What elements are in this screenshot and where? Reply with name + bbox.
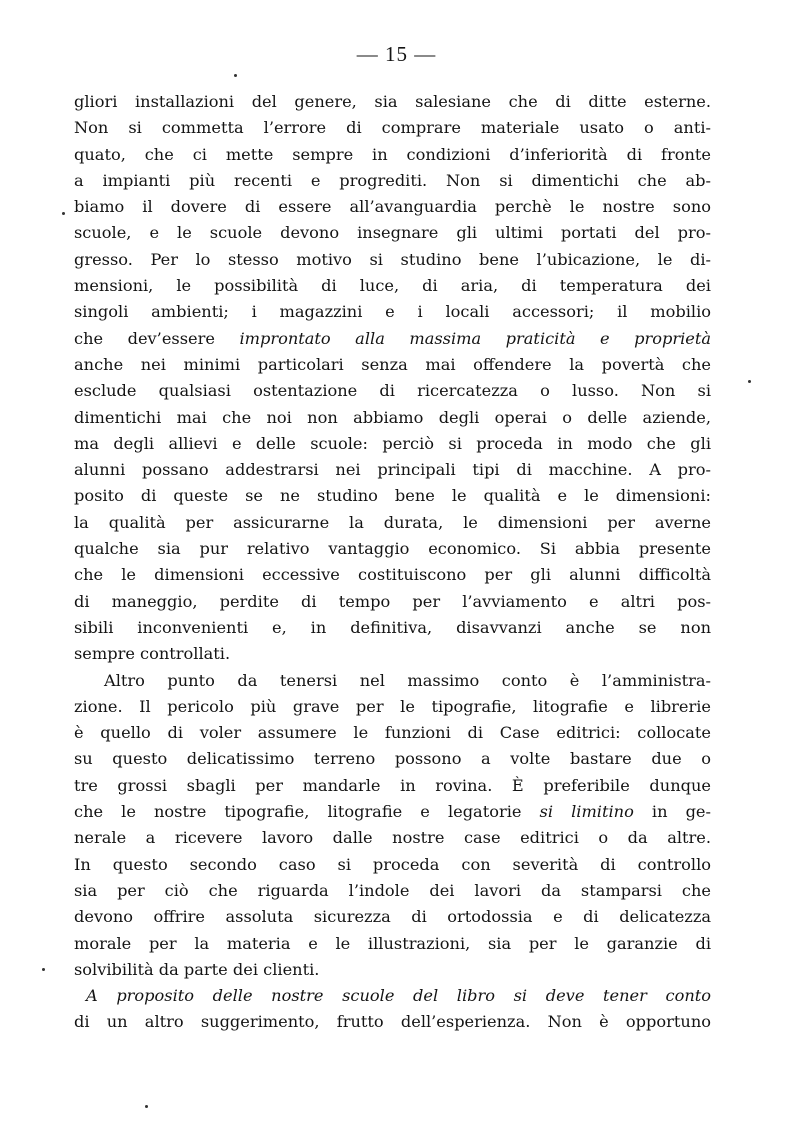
text-line: esclude qualsiasi ostentazione di ricercatezza o lusso. Non si (74, 381, 711, 401)
text-line: Non si commetta l’errore di comprare materiale usato o anti- (74, 118, 711, 138)
text-line: Altro punto da tenersi nel massimo conto è l’amministra- (104, 670, 711, 690)
text-line (74, 983, 711, 1009)
text-line: sempre controllati. (74, 644, 231, 664)
page-number-text: — 15 — (356, 42, 437, 66)
text-line: posito di queste se ne studino bene le qualità e le dimensioni: (74, 486, 711, 506)
text-line: tre grossi sbagli per mandarle in rovina. È preferibile dunque (74, 775, 711, 795)
italic-phrase: A proposito delle nostre scuole del libro si deve tener conto (86, 986, 711, 1006)
text-line: singoli ambienti; i magazzini e i locali accessori; il mobilio (74, 302, 711, 322)
text-line: gliori installazioni del genere, sia salesiane che di ditte esterne. (74, 92, 711, 111)
body-text (74, 89, 711, 1036)
scan-speck (145, 1105, 148, 1108)
scan-speck (42, 968, 45, 971)
text-line: quato, che ci mette sempre in condizioni d’inferiorità di fronte (74, 144, 711, 164)
scan-speck (62, 212, 65, 215)
text-line: sia per ciò che riguarda l’indole dei lavori da stamparsi che (74, 880, 711, 900)
text-line: nerale a ricevere lavoro dalle nostre case editrici o da altre. (74, 828, 711, 848)
scan-speck (234, 74, 237, 77)
text-line: sibili inconvenienti e, in definitiva, disavvanzi anche se non (74, 617, 711, 637)
text-line: che dev’essere improntato alla massima praticità e proprietà (74, 328, 711, 348)
page-number (0, 42, 793, 67)
text-line: morale per la materia e le illustrazioni, sia per le garanzie di (74, 933, 711, 953)
text-line: che le nostre tipografie, litografie e legatorie si limitino in ge- (74, 802, 711, 822)
text-line: devono offrire assoluta sicurezza di ortodossia e di delicatezza (74, 907, 711, 927)
text-line: In questo secondo caso si proceda con severità di controllo (74, 854, 711, 874)
text-line: ma degli allievi e delle scuole: perciò si proceda in modo che gli (74, 433, 711, 453)
text-line: solvibilità da parte dei clienti. (74, 959, 320, 979)
text-line: qualche sia pur relativo vantaggio economico. Si abbia presente (74, 539, 711, 559)
text-line: è quello di voler assumere le funzioni di Case editrici: collocate (74, 723, 711, 743)
text-line: zione. Il pericolo più grave per le tipografie, litografie e librerie (74, 696, 711, 716)
text-line: gresso. Per lo stesso motivo si studino bene l’ubicazione, le di- (74, 249, 711, 269)
text-line: di maneggio, perdite di tempo per l’avviamento e altri pos- (74, 591, 711, 611)
text-line: anche nei minimi particolari senza mai offendere la povertà che (74, 354, 711, 374)
scan-speck (748, 380, 751, 383)
italic-phrase: si limitino (539, 802, 634, 822)
text-line: biamo il dovere di essere all’avanguardia perchè le nostre sono (74, 197, 711, 217)
text-line: a impianti più recenti e progrediti. Non si dimentichi che ab- (74, 170, 711, 190)
text-line: che le dimensioni eccessive costituiscono per gli alunni difficoltà (74, 565, 711, 585)
text-line: dimentichi mai che noi non abbiamo degli operai o delle aziende, (74, 407, 711, 427)
italic-phrase: improntato alla massima praticità e proprietà (239, 328, 711, 348)
text-line: alunni possano addestrarsi nei principali tipi di macchine. A pro- (74, 460, 711, 480)
text-line: di un altro suggerimento, frutto dell’esperienza. Non è opportuno (74, 1012, 711, 1032)
text-line: mensioni, le possibilità di luce, di aria, di temperatura dei (74, 276, 711, 296)
text-line: scuole, e le scuole devono insegnare gli ultimi portati del pro- (74, 223, 711, 243)
text-line: su questo delicatissimo terreno possono a volte bastare due o (74, 749, 711, 769)
text-line: la qualità per assicurarne la durata, le dimensioni per averne (74, 512, 711, 532)
